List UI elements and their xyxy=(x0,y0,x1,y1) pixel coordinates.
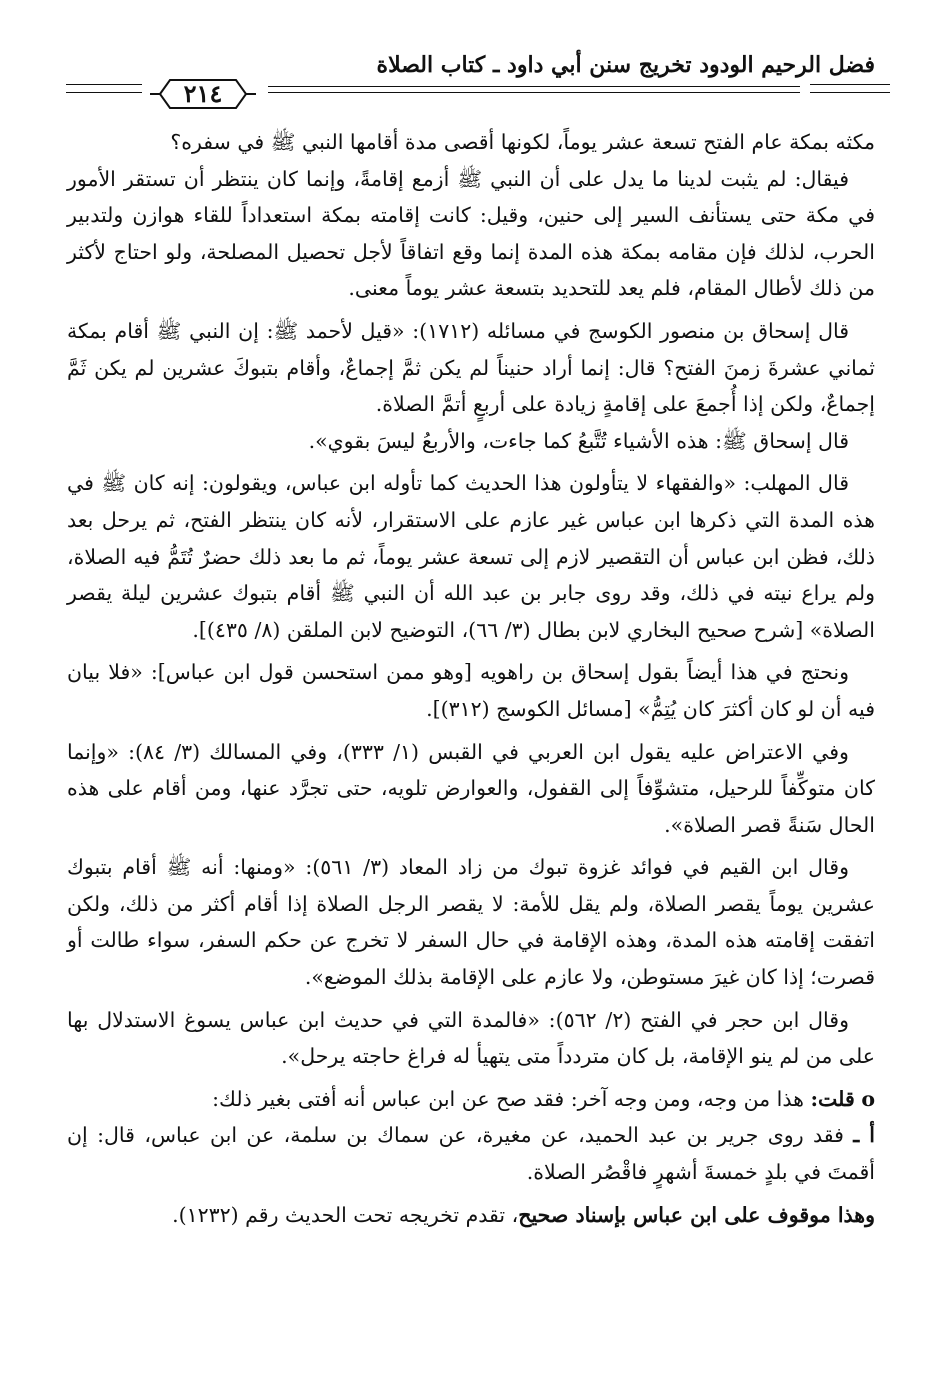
item-a-paragraph xyxy=(67,1117,875,1190)
item-a-text: فقد روى جرير بن عبد الحميد، عن مغيرة، عن سماك بن سلمة، عن ابن عباس، قال: إن أقمتَ في بلدٍ خمسةَ أشهرٍ فاقْصُر الصلاة. xyxy=(67,1123,875,1185)
paragraph-4: قال إسحاق ﷺ: هذه الأشياء تُتَّبعُ كما جاءت، والأربعُ ليسَ بقوي». xyxy=(308,428,849,453)
item-a-label: أ ـ xyxy=(853,1123,875,1148)
page-number: ٢١٤ xyxy=(183,79,223,108)
qult-label: قلت: xyxy=(810,1086,855,1111)
header-rule-full xyxy=(268,86,800,87)
page-number-frame xyxy=(148,76,258,112)
final-bold-run: وهذا موقوف على ابن عباس بإسناد صحيح xyxy=(518,1202,875,1227)
paragraph-3: قال إسحاق بن منصور الكوسج في مسائله (١٧١٢): «قيل لأحمد ﷺ: إن النبي ﷺ أقام بمكة ثماني عشرةَ زمنَ الفتح؟ قال: إنما أراد حنيناً لم يكن ثمَّ إجماعٌ، وأقام بتبوكَ عشرين لم يكن ثَمَّ إجماعٌ، ولكن إذا أُجمعَ على إقامةٍ زيادة على أربعٍ أتمَّ الصلاة. xyxy=(67,318,875,417)
paragraph-7: وفي الاعتراض عليه يقول ابن العربي في القبس (١/ ٣٣٣)، وفي المسالك (٣/ ٨٤): «وإنما كان متوكِّفاً للرحيل، متشوِّفاً إلى القفول، والعوارض تلويه، حتى تجرَّد عنها، ومن أقام على هذه الحال سَنةً قصر الصلاة». xyxy=(67,739,875,837)
bullet-marker: o xyxy=(861,1086,875,1111)
paragraph-6: ونحتج في هذا أيضاً بقول إسحاق بن راهويه [وهو ممن استحسن قول ابن عباس]: «فلا بيان فيه أن لو كان أكثرَ كان يُتِمُّ» [مسائل الكوسج (٣١٢)]. xyxy=(67,660,875,721)
qult-paragraph xyxy=(67,1081,875,1118)
running-title: فضل الرحيم الودود تخريج سنن أبي داود ـ كتاب الصلاة xyxy=(376,52,875,78)
paragraph-8: وقال ابن القيم في فوائد غزوة تبوك من زاد المعاد (٣/ ٥٦١): «ومنها: أنه ﷺ أقام بتبوك عشرين يوماً يقصر الصلاة، ولم يقل للأمة: لا يقصر الرجل الصلاة إذا أقام أكثر من ذلك، ولكن اتفقت إقامته هذه المدة، وهذه الإقامة في حال السفر لا تخرج عن حكم السفر، سواء طالت أو قصرت؛ إذا كان غيرَ مستوطن، ولا عازم على الإقامة بذلك الموضع». xyxy=(67,855,875,990)
header-rule-top xyxy=(810,84,890,85)
header-rule-long-left xyxy=(66,92,142,93)
final-paragraph xyxy=(67,1197,875,1234)
header-rule-long xyxy=(810,92,890,93)
page-body xyxy=(67,124,875,1233)
paragraph-2: فيقال: لم يثبت لدينا ما يدل على أن النبي ﷺ أزمع إقامةً، وإنما كان ينتظر أن تستقر الأمور في مكة حتى يستأنف السير إلى حنين، وقيل: كانت إقامته بمكة استعداداً للقاء هوازن ولتدبير الحرب، لذلك فإن مقامه بمكة هذه المدة إنما وقع اتفاقاً لأجل تحصيل المصلحة، ولو احتاج لأكثر من ذلك لأطال المقام، فلم يعد للتحديد بتسعة عشر يوماً معنى. xyxy=(67,166,875,301)
paragraph-1: مكثه بمكة عام الفتح تسعة عشر يوماً، لكونها أقصى مدة أقامها النبي ﷺ في سفره؟ xyxy=(170,130,875,154)
final-text: ، تقدم تخريجه تحت الحديث رقم (١٢٣٢). xyxy=(172,1202,519,1227)
qult-text: هذا من وجه، ومن وجه آخر: فقد صح عن ابن عباس أنه أفتى بغير ذلك: xyxy=(212,1086,804,1111)
header-rule-top-left xyxy=(66,84,142,85)
paragraph-5: قال المهلب: «والفقهاء لا يتأولون هذا الحديث كما تأوله ابن عباس، ويقولون: إنه كان ﷺ في هذه المدة التي ذكرها ابن عباس غير عازم على الاستقرار، لأنه كان ينتظر الفتح، ثم يرحل بعد ذلك، فظن ابن عباس أن التقصير لازم إلى تسعة عشر يوماً، ثم ما بعد ذلك حضرٌ تُتَمُّ فيه الصلاة، ولم يراع نيته في ذلك، وقد روى جابر بن عبد الله أن النبي ﷺ أقام بتبوك عشرين ليلة يقصر الصلاة» [شرح صحيح البخاري لابن بطال (٣/ ٦٦)، التوضيح لابن الملقن (٨/ ٤٣٥)]. xyxy=(67,471,875,642)
paragraph-9: وقال ابن حجر في الفتح (٢/ ٥٦٢): «فالمدة التي في حديث ابن عباس يسوغ الاستدلال بها على من لم ينو الإقامة، بل كان متردداً متى يتهيأ له فراغ حاجته يرحل». xyxy=(67,1007,875,1069)
header-rule-full-2 xyxy=(268,92,800,93)
